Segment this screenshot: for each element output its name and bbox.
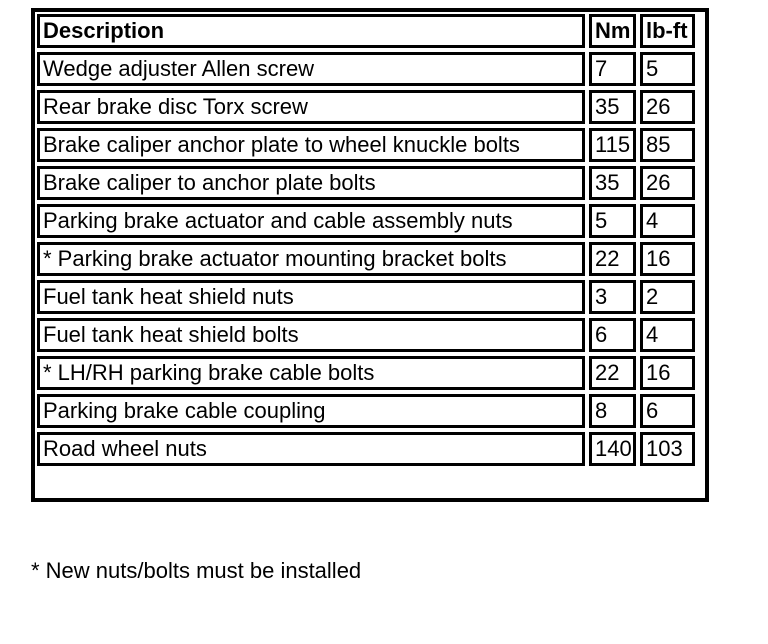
cell-lbft: 16 [640, 356, 695, 390]
table-row [37, 242, 695, 276]
cell-lbft: 16 [640, 242, 695, 276]
header-lbft: lb-ft [640, 14, 695, 48]
table-row [37, 204, 695, 238]
table-header-row [37, 14, 695, 48]
cell-description: Wedge adjuster Allen screw [37, 52, 585, 86]
cell-description: Brake caliper anchor plate to wheel knuckle bolts [37, 128, 585, 162]
table-row [37, 318, 695, 352]
cell-description: Parking brake actuator and cable assembly nuts [37, 204, 585, 238]
cell-nm: 115 [589, 128, 636, 162]
cell-nm: 3 [589, 280, 636, 314]
cell-lbft: 103 [640, 432, 695, 466]
table-row [37, 52, 695, 86]
cell-lbft: 85 [640, 128, 695, 162]
cell-lbft: 26 [640, 90, 695, 124]
cell-nm: 35 [589, 166, 636, 200]
cell-lbft: 4 [640, 204, 695, 238]
cell-description: Parking brake cable coupling [37, 394, 585, 428]
cell-nm: 6 [589, 318, 636, 352]
cell-nm: 7 [589, 52, 636, 86]
cell-description: * Parking brake actuator mounting bracket bolts [37, 242, 585, 276]
torque-spec-table [31, 8, 701, 472]
cell-nm: 22 [589, 356, 636, 390]
table-row [37, 90, 695, 124]
cell-nm: 8 [589, 394, 636, 428]
cell-nm: 140 [589, 432, 636, 466]
cell-description: Brake caliper to anchor plate bolts [37, 166, 585, 200]
cell-lbft: 6 [640, 394, 695, 428]
table-row [37, 432, 695, 466]
header-nm: Nm [589, 14, 636, 48]
cell-description: Fuel tank heat shield nuts [37, 280, 585, 314]
header-description: Description [37, 14, 585, 48]
cell-nm: 5 [589, 204, 636, 238]
cell-lbft: 26 [640, 166, 695, 200]
table-row [37, 166, 695, 200]
cell-description: Rear brake disc Torx screw [37, 90, 585, 124]
table-row [37, 394, 695, 428]
cell-lbft: 4 [640, 318, 695, 352]
cell-description: * LH/RH parking brake cable bolts [37, 356, 585, 390]
footnote: * New nuts/bolts must be installed [31, 558, 362, 583]
table-row [37, 128, 695, 162]
table-row [37, 280, 695, 314]
cell-nm: 35 [589, 90, 636, 124]
cell-description: Road wheel nuts [37, 432, 585, 466]
cell-lbft: 2 [640, 280, 695, 314]
cell-nm: 22 [589, 242, 636, 276]
cell-lbft: 5 [640, 52, 695, 86]
cell-description: Fuel tank heat shield bolts [37, 318, 585, 352]
table-row [37, 356, 695, 390]
